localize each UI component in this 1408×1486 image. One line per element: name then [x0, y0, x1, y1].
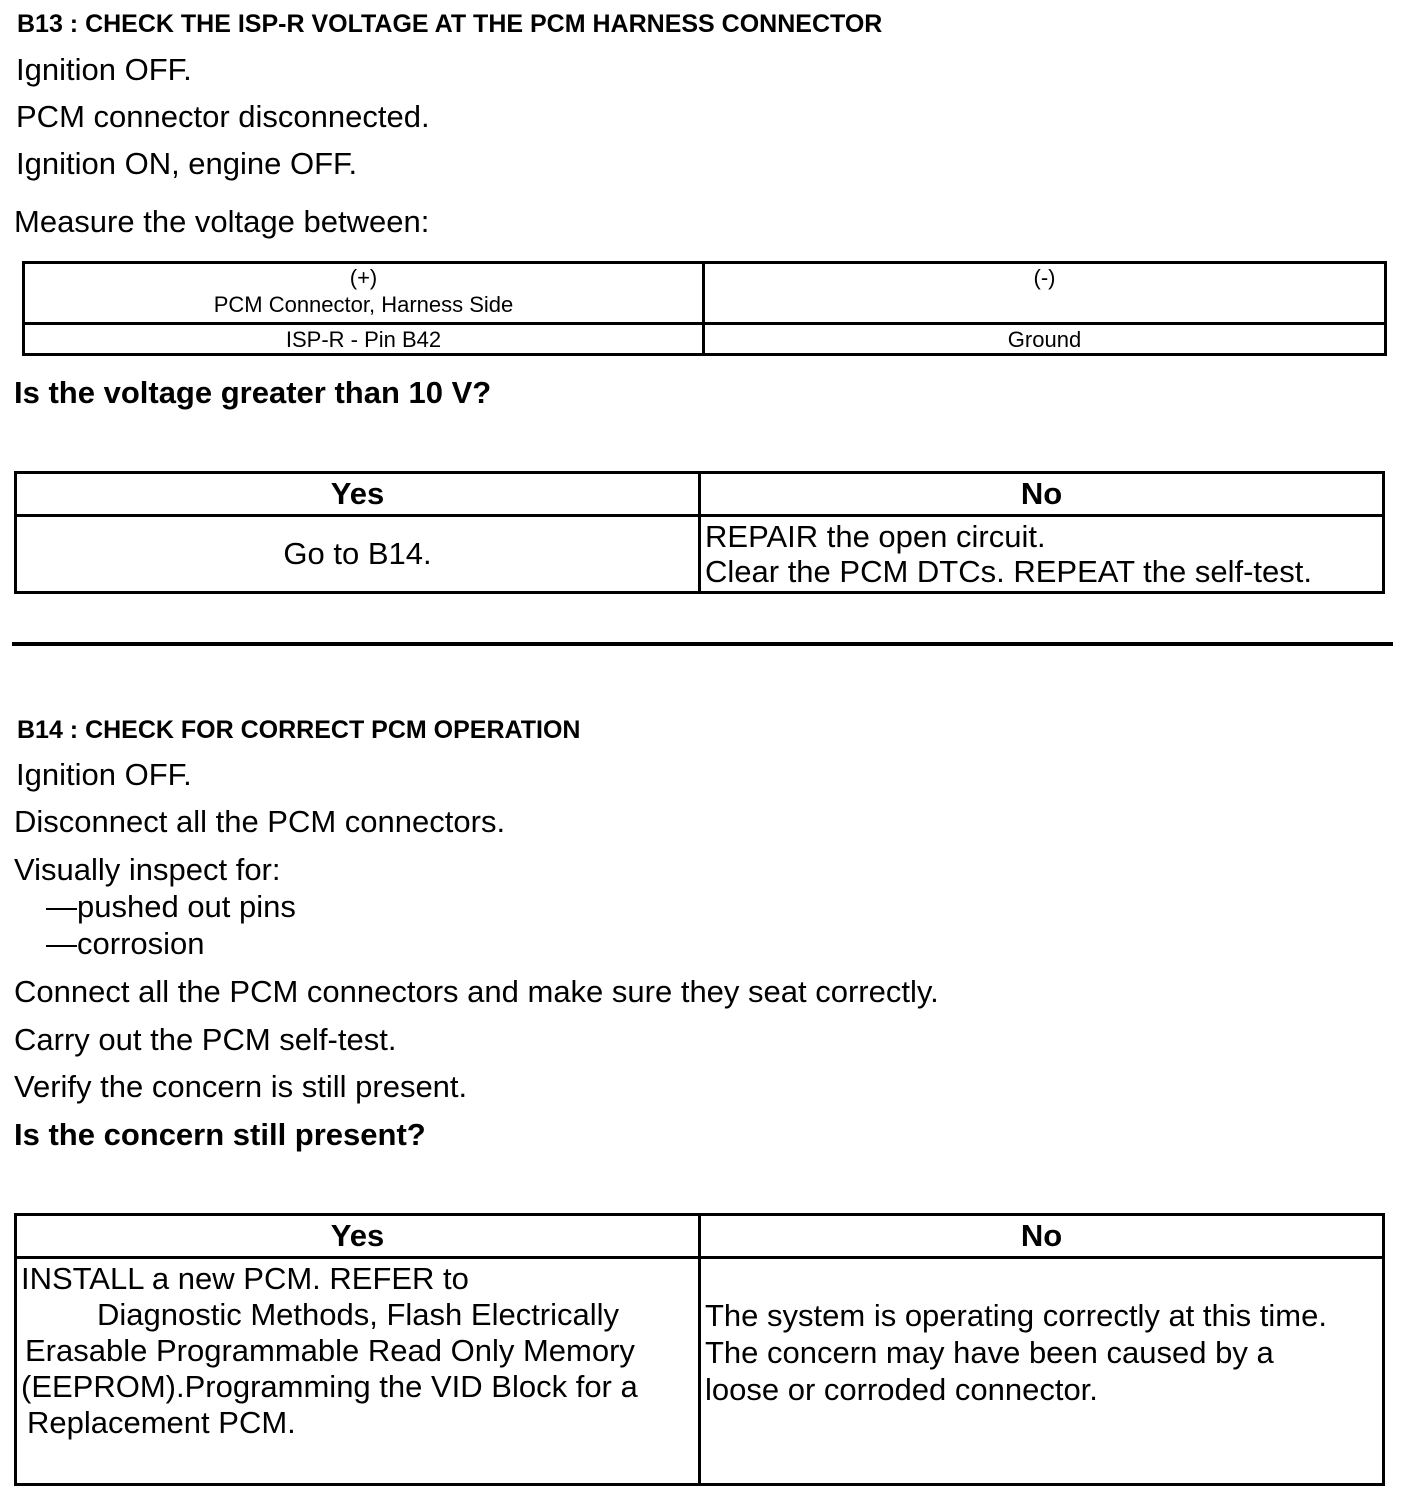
b13-no-line-1: REPAIR the open circuit.: [705, 519, 1046, 554]
measurement-header-negative: [704, 263, 1386, 324]
measurement-value-positive: ISP-R - Pin B42: [24, 324, 704, 355]
b14-question: Is the concern still present?: [14, 1117, 426, 1152]
b14-step-6: Verify the concern is still present.: [14, 1069, 468, 1104]
b14-no-cell: [700, 1258, 1384, 1485]
b14-no-line-1: The system is operating correctly at this time.: [705, 1298, 1327, 1333]
b14-yes-line-2: Diagnostic Methods, Flash Electrically: [97, 1297, 620, 1332]
b13-no-cell: [700, 516, 1384, 593]
b13-question: Is the voltage greater than 10 V?: [14, 375, 492, 410]
b14-no-line-3: loose or corroded connector.: [705, 1372, 1098, 1407]
b14-no-line-2: The concern may have been caused by a: [705, 1335, 1274, 1370]
b14-answer-table: [14, 1213, 1385, 1486]
measurement-header-positive-symbol: (+): [349, 265, 378, 290]
b14-yes-line-1: INSTALL a new PCM. REFER to: [21, 1261, 469, 1296]
section-divider: [12, 642, 1393, 646]
b13-no-header: No: [700, 473, 1384, 516]
b13-yes-cell: Go to B14.: [16, 516, 700, 593]
measurement-header-positive-label: PCM Connector, Harness Side: [213, 292, 514, 317]
measurement-value-negative: Ground: [704, 324, 1386, 355]
measurement-table: [22, 261, 1387, 356]
b14-step-5: Carry out the PCM self-test.: [14, 1022, 397, 1057]
b14-bullet-2: —corrosion: [46, 926, 205, 961]
b14-bullet-1: —pushed out pins: [46, 889, 296, 924]
b14-step-2: Disconnect all the PCM connectors.: [14, 804, 506, 839]
b13-yes-header: Yes: [16, 473, 700, 516]
b14-step-1: Ignition OFF.: [16, 757, 192, 792]
b14-no-header: No: [700, 1215, 1384, 1258]
b13-answer-table: [14, 471, 1385, 594]
b14-heading: B14 : CHECK FOR CORRECT PCM OPERATION: [17, 716, 581, 744]
b14-yes-line-3: Erasable Programmable Read Only Memory: [25, 1333, 635, 1368]
b13-step-1: Ignition OFF.: [16, 52, 192, 87]
b13-step-4: Measure the voltage between:: [14, 204, 430, 239]
b14-yes-line-5: Replacement PCM.: [27, 1405, 296, 1440]
b13-heading: B13 : CHECK THE ISP-R VOLTAGE AT THE PCM HARNESS CONNECTOR: [17, 10, 883, 38]
b14-yes-line-4: (EEPROM).Programming the VID Block for a: [21, 1369, 638, 1404]
measurement-header-negative-symbol: (-): [1033, 265, 1056, 290]
b14-yes-header: Yes: [16, 1215, 700, 1258]
b14-step-4: Connect all the PCM connectors and make sure they seat correctly.: [14, 974, 939, 1009]
b13-step-2: PCM connector disconnected.: [16, 99, 430, 134]
b14-yes-cell: [16, 1258, 700, 1485]
b13-step-3: Ignition ON, engine OFF.: [16, 146, 358, 181]
b13-no-line-2: Clear the PCM DTCs. REPEAT the self-test.: [705, 554, 1312, 589]
b14-step-3: Visually inspect for:: [14, 852, 281, 887]
measurement-header-positive: [24, 263, 704, 324]
